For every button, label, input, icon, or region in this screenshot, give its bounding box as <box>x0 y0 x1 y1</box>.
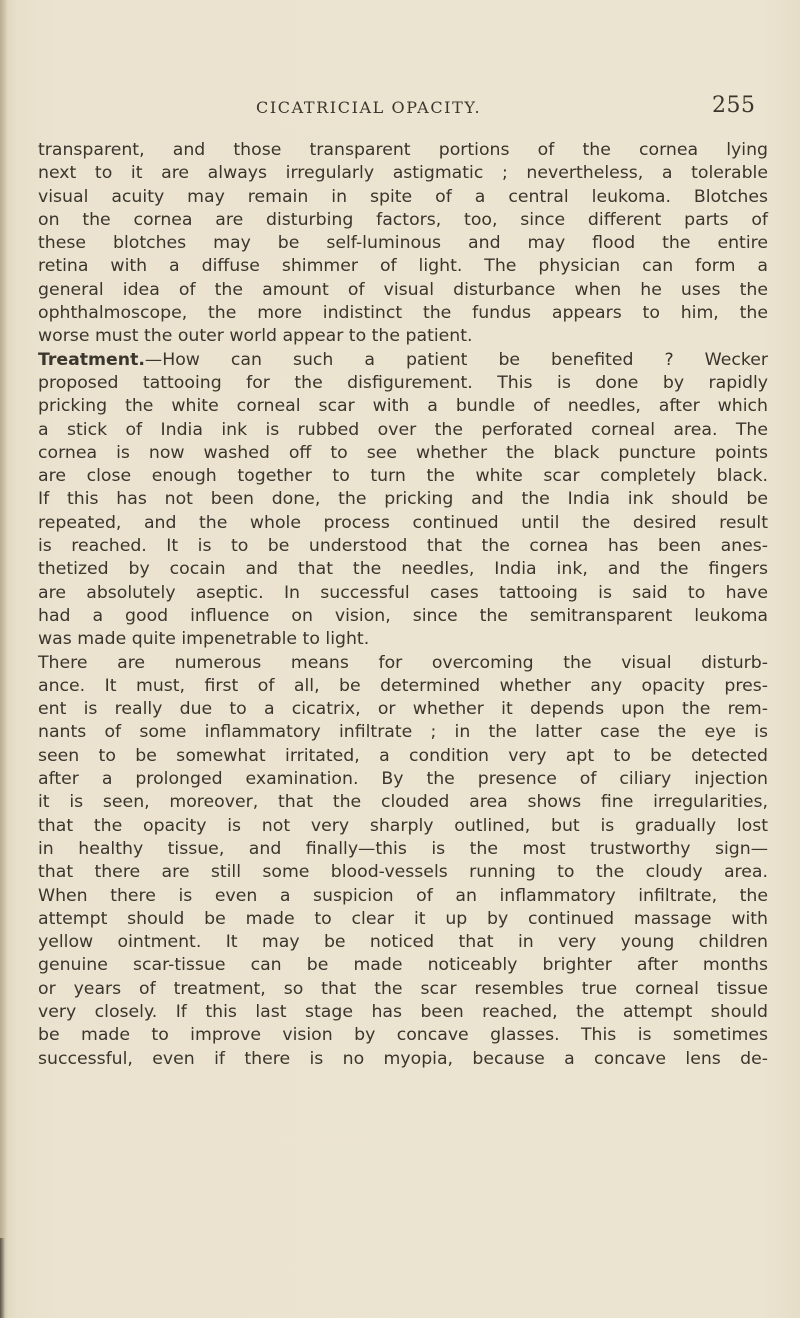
text-line: transparent, and those transparent portions of the cornea lying <box>38 140 768 160</box>
text-line: ophthalmoscope, the more indistinct the fundus appears to him, the <box>38 303 768 324</box>
text-line: repeated, and the whole process continued until the desired result <box>38 512 768 533</box>
text-line: nants of some inflammatory infiltrate ; in the latter case the eye is <box>38 722 768 743</box>
text-line: ent is really due to a cicatrix, or whether it depends upon the rem- <box>38 699 768 720</box>
text-line: are absolutely aseptic. In successful cases tattooing is said to have <box>38 582 768 603</box>
text-line: was made quite impenetrable to light. <box>38 629 370 650</box>
text-line: proposed tattooing for the disfigurement. This is done by rapidly <box>38 372 768 393</box>
text-line: these blotches may be self-luminous and may flood the entire <box>38 233 768 254</box>
page-number: 255 <box>712 93 756 118</box>
text-line: in healthy tissue, and finally—this is the most trustworthy sign— <box>38 838 768 859</box>
text-line: pricking the white corneal scar with a bundle of needles, after which <box>38 396 768 417</box>
text-line: that the opacity is not very sharply outlined, but is gradually lost <box>38 815 768 836</box>
text-line: are close enough together to turn the white scar completely black. <box>38 466 768 487</box>
text-line: seen to be somewhat irritated, a condition very apt to be detected <box>38 745 768 766</box>
text-line: after a prolonged examination. By the presence of ciliary injection <box>38 769 768 790</box>
text-line: a stick of India ink is rubbed over the perforated corneal area. The <box>38 419 768 440</box>
page-header <box>0 92 800 122</box>
text-line: thetized by cocain and that the needles, India ink, and the fingers <box>38 559 768 580</box>
text-line: visual acuity may remain in spite of a central leukoma. Blotches <box>38 186 768 207</box>
text-line: retina with a diffuse shimmer of light. The physician can form a <box>38 256 768 277</box>
text-line: be made to improve vision by concave glasses. This is sometimes <box>38 1025 768 1046</box>
text-line: attempt should be made to clear it up by continued massage with <box>38 908 768 929</box>
body-text <box>38 139 768 1071</box>
text-line: There are numerous means for overcoming the visual disturb- <box>38 652 768 673</box>
text-line: genuine scar-tissue can be made noticeably brighter after months <box>38 955 768 976</box>
treatment-heading: Treatment. <box>38 349 145 370</box>
text-line: had a good influence on vision, since the semitransparent leukoma <box>38 605 768 626</box>
text-line: is reached. It is to be understood that the cornea has been anes- <box>38 536 768 557</box>
text-line: on the cornea are disturbing factors, too, since different parts of <box>38 209 768 230</box>
text-line: successful, even if there is no myopia, because a concave lens de- <box>38 1048 768 1069</box>
text-line: When there is even a suspicion of an inflammatory infiltrate, the <box>38 885 768 906</box>
spine-shadow <box>0 0 8 1318</box>
treatment-line <box>38 349 768 372</box>
text-line: or years of treatment, so that the scar resembles true corneal tissue <box>38 978 768 999</box>
text-line: cornea is now washed off to see whether the black puncture points <box>38 442 768 463</box>
spine-mark <box>0 1238 5 1318</box>
treatment-line-rest: —How can such a patient be benefited ? Wecker <box>144 349 768 370</box>
text-line: worse must the outer world appear to the patient. <box>38 326 473 347</box>
text-line: next to it are always irregularly astigmatic ; nevertheless, a tolerable <box>38 163 768 184</box>
text-line: that there are still some blood-vessels running to the cloudy area. <box>38 862 768 883</box>
text-line: ance. It must, first of all, be determined whether any opacity pres- <box>38 675 768 696</box>
text-line: If this has not been done, the pricking and the India ink should be <box>38 489 768 510</box>
text-line: yellow ointment. It may be noticed that in very young children <box>38 932 768 953</box>
text-line: very closely. If this last stage has been reached, the attempt should <box>38 1001 768 1022</box>
running-title: CICATRICIAL OPACITY. <box>256 98 482 117</box>
text-line: it is seen, moreover, that the clouded area shows fine irregularities, <box>38 792 768 813</box>
text-line: general idea of the amount of visual disturbance when he uses the <box>38 279 768 300</box>
